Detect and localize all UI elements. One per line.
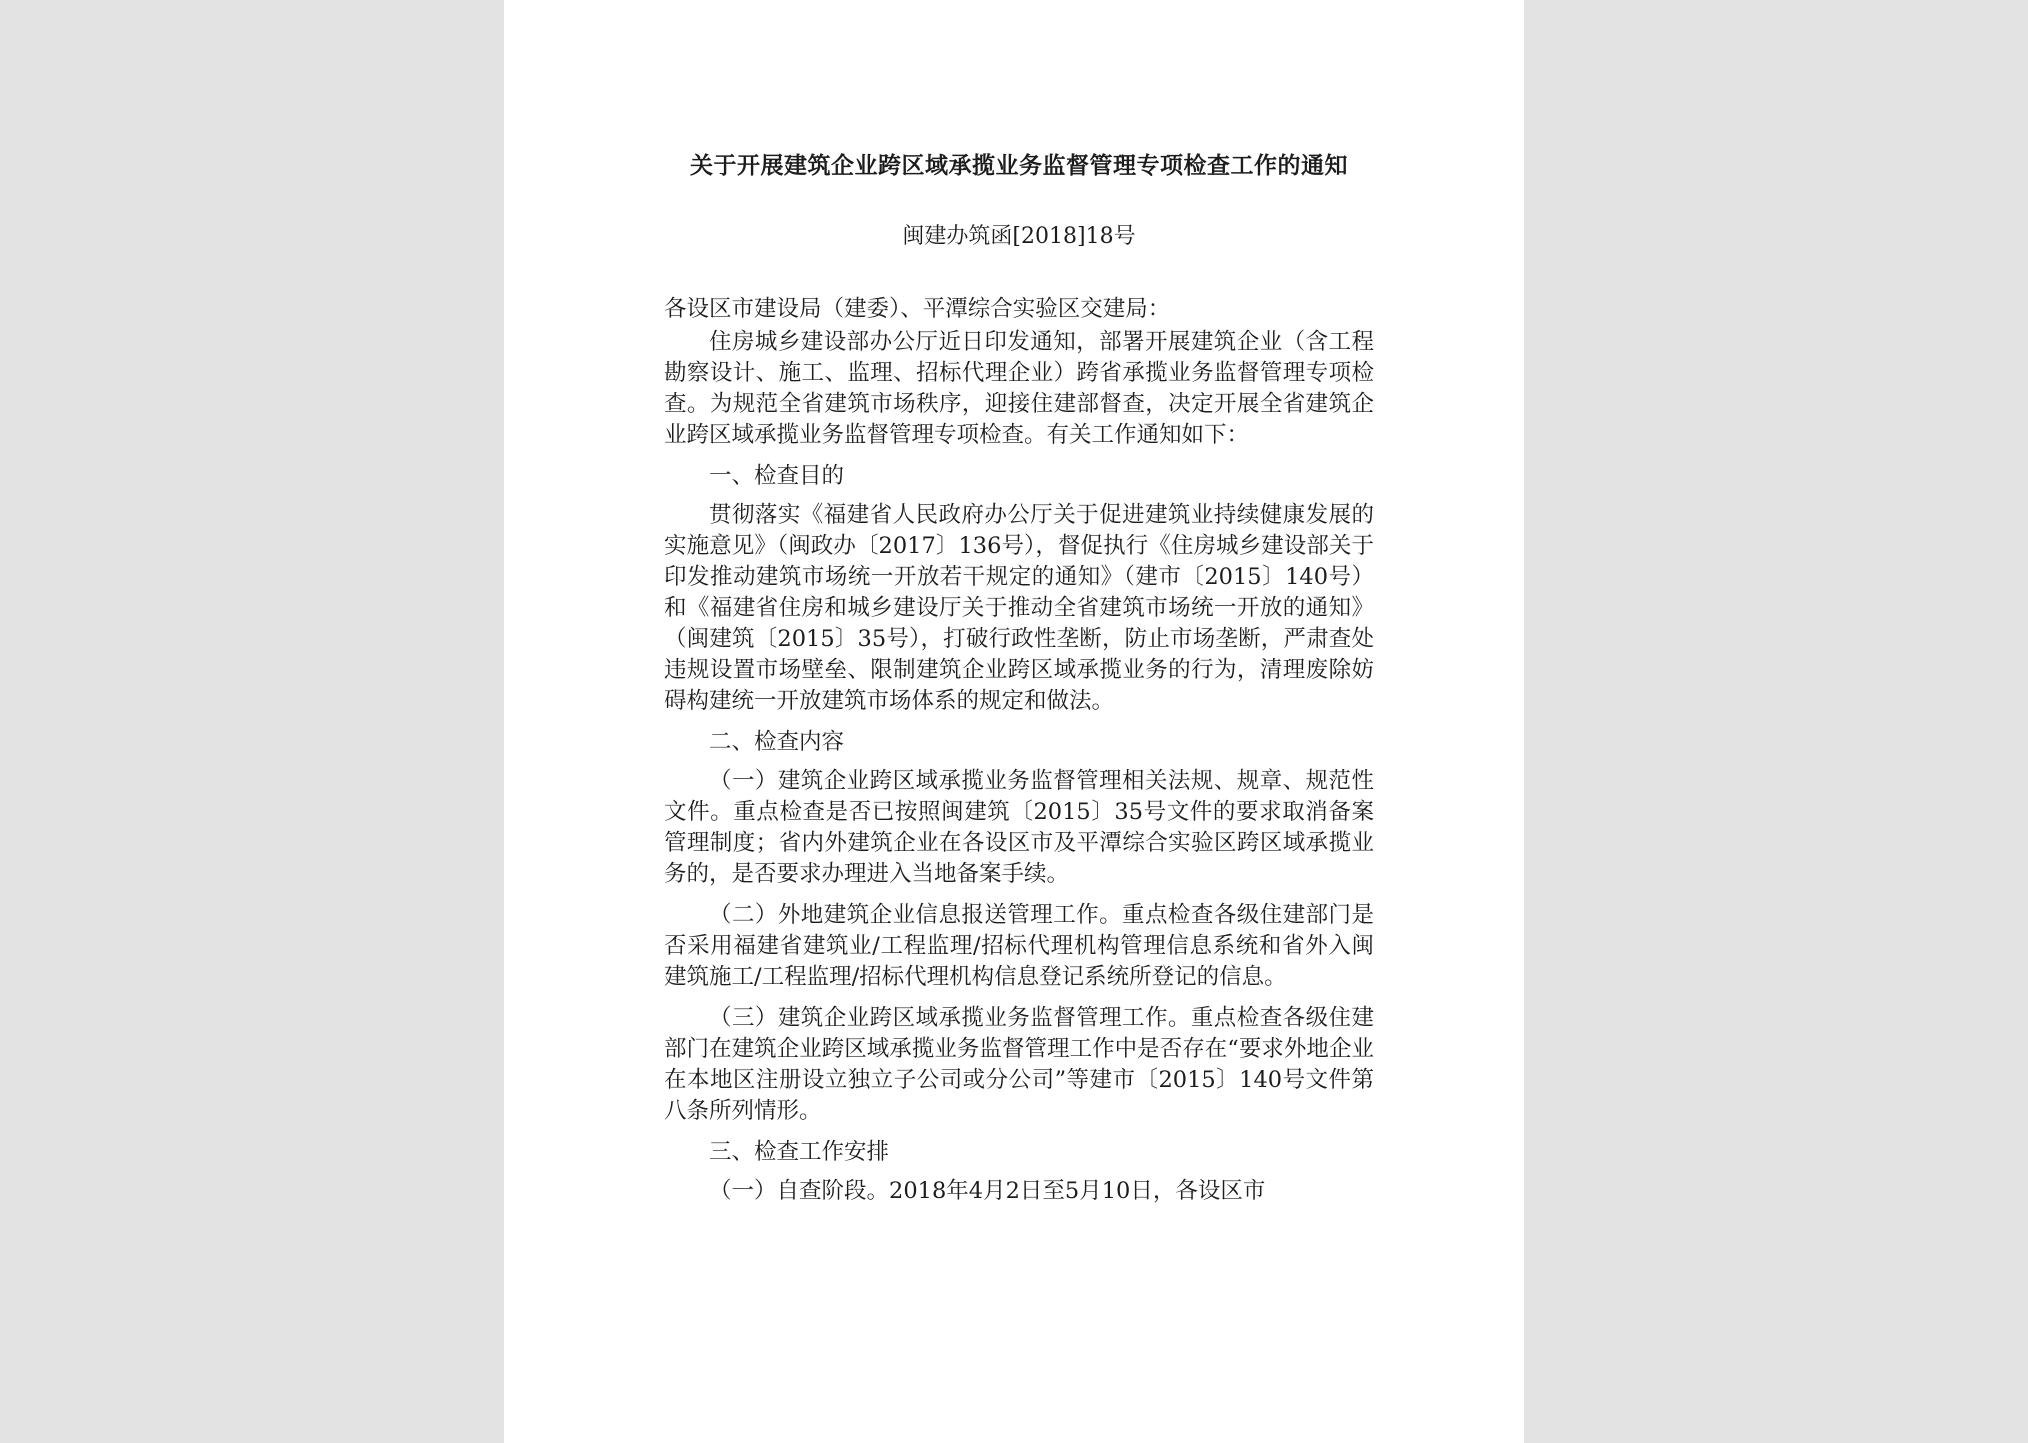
document-page <box>504 0 1524 1443</box>
section-2-item-2: （二）外地建筑企业信息报送管理工作。重点检查各级住建部门是否采用福建省建筑业/工程监理/招标代理机构管理信息系统和省外入闽建筑施工/工程监理/招标代理机构信息登记系统所登记的信息。 <box>664 902 1374 990</box>
section-3-item-1: （一）自查阶段。2018年4月2日至5月10日，各设区市 <box>709 1178 1266 1204</box>
document-number: 闽建办筑函[2018]18号 <box>902 224 1136 249</box>
section-3-heading: 三、检查工作安排 <box>709 1139 890 1165</box>
section-2-item-1: （一）建筑企业跨区域承揽业务监督管理相关法规、规章、规范性文件。重点检查是否已按照闽建筑〔2015〕35号文件的要求取消备案管理制度；省内外建筑企业在各设区市及平潭综合实验区跨区域承揽业务的，是否要求办理进入当地备案手续。 <box>664 768 1374 887</box>
addressee: 各设区市建设局（建委）、平潭综合实验区交建局： <box>664 296 1171 322</box>
document-content <box>664 150 1374 1217</box>
section-1-paragraph: 贯彻落实《福建省人民政府办公厅关于促进建筑业持续健康发展的实施意见》（闽政办〔2017〕136号），督促执行《住房城乡建设部关于印发推动建筑市场统一开放若干规定的通知》（建市〔2015〕140号）和《福建省住房和城乡建设厅关于推动全省建筑市场统一开放的通知》（闽建筑〔2015〕35号），打破行政性垄断，防止市场垄断，严肃查处违规设置市场壁垒、限制建筑企业跨区域承揽业务的行为，清理废除妨碍构建统一开放建筑市场体系的规定和做法。 <box>664 502 1374 714</box>
section-2-item-3: （三）建筑企业跨区域承揽业务监督管理工作。重点检查各级住建部门在建筑企业跨区域承揽业务监督管理工作中是否存在“要求外地企业在本地区注册设立独立子公司或分公司”等建市〔2015〕140号文件第八条所列情形。 <box>664 1005 1374 1124</box>
section-2-heading: 二、检查内容 <box>709 729 845 755</box>
intro-paragraph: 住房城乡建设部办公厅近日印发通知，部署开展建筑企业（含工程勘察设计、施工、监理、招标代理企业）跨省承揽业务监督管理专项检查。为规范全省建筑市场秩序，迎接住建部督查，决定开展全省建筑企业跨区域承揽业务监督管理专项检查。有关工作通知如下： <box>664 329 1374 448</box>
document-title: 关于开展建筑企业跨区域承揽业务监督管理专项检查工作的通知 <box>690 152 1348 179</box>
section-1-heading: 一、检查目的 <box>709 463 845 489</box>
